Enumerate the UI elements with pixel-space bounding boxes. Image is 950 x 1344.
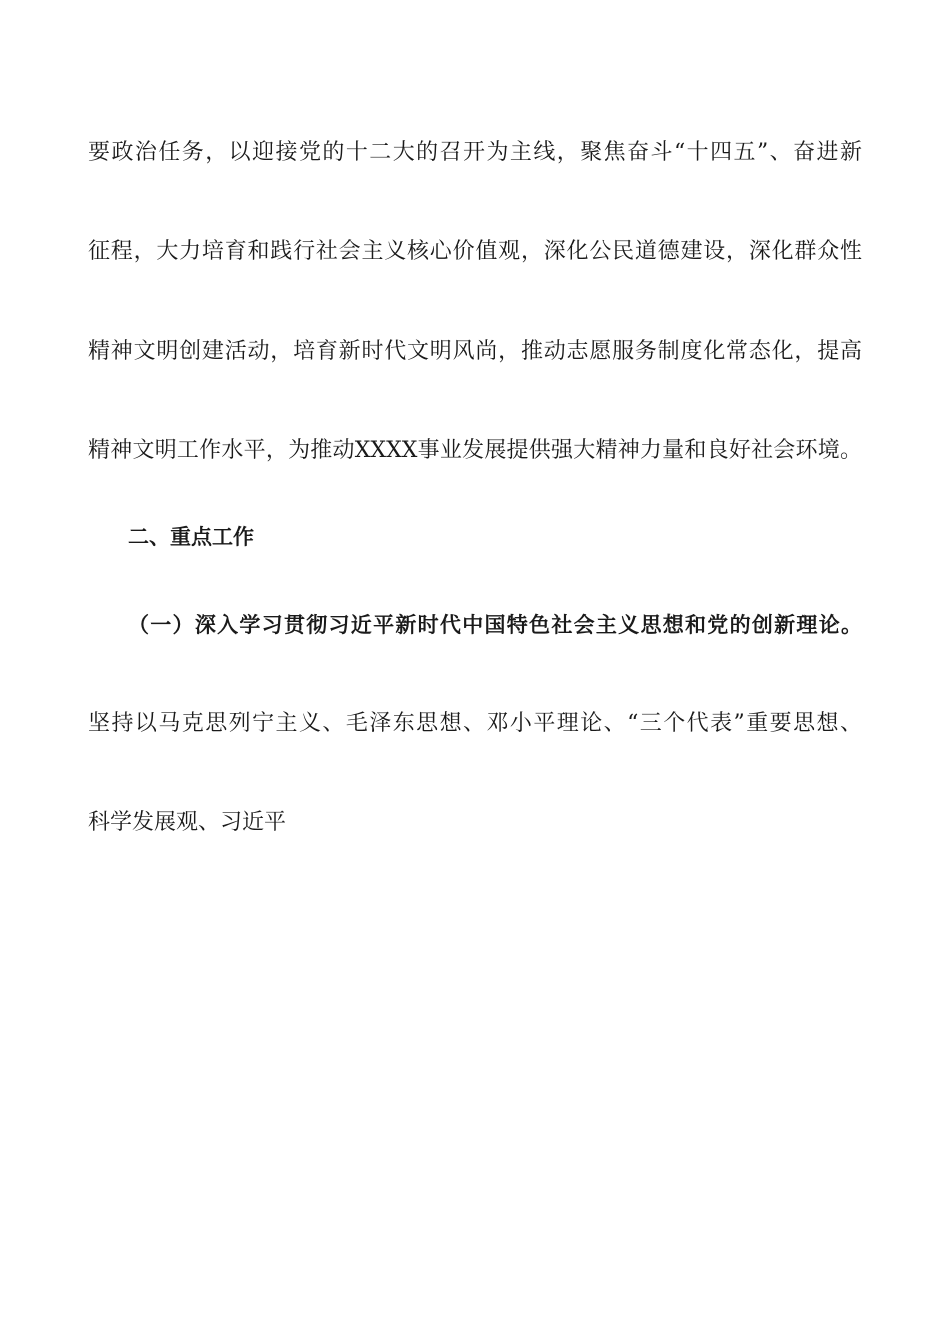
paragraph-line: 征程，大力培育和践行社会主义核心价值观，深化公民道德建设，深化群众性 <box>88 239 862 264</box>
paragraph-line: 科学发展观、习近平 <box>88 810 287 835</box>
paragraph-line: 要政治任务，以迎接党的十二大的召开为主线，聚焦奋斗“十四五”、奋进新 <box>88 140 862 165</box>
section-heading: 二、重点工作 <box>128 525 254 549</box>
paragraph-line: 坚持以马克思列宁主义、毛泽东思想、邓小平理论、“三个代表”重要思想、 <box>88 711 862 736</box>
paragraph-line: 精神文明工作水平，为推动XXXX事业发展提供强大精神力量和良好社会环境。 <box>88 438 862 463</box>
paragraph-line: 精神文明创建活动，培育新时代文明风尚，推动志愿服务制度化常态化，提高 <box>88 339 862 364</box>
subsection-heading: （一）深入学习贯彻习近平新时代中国特色社会主义思想和党的创新理论。 <box>128 613 862 637</box>
